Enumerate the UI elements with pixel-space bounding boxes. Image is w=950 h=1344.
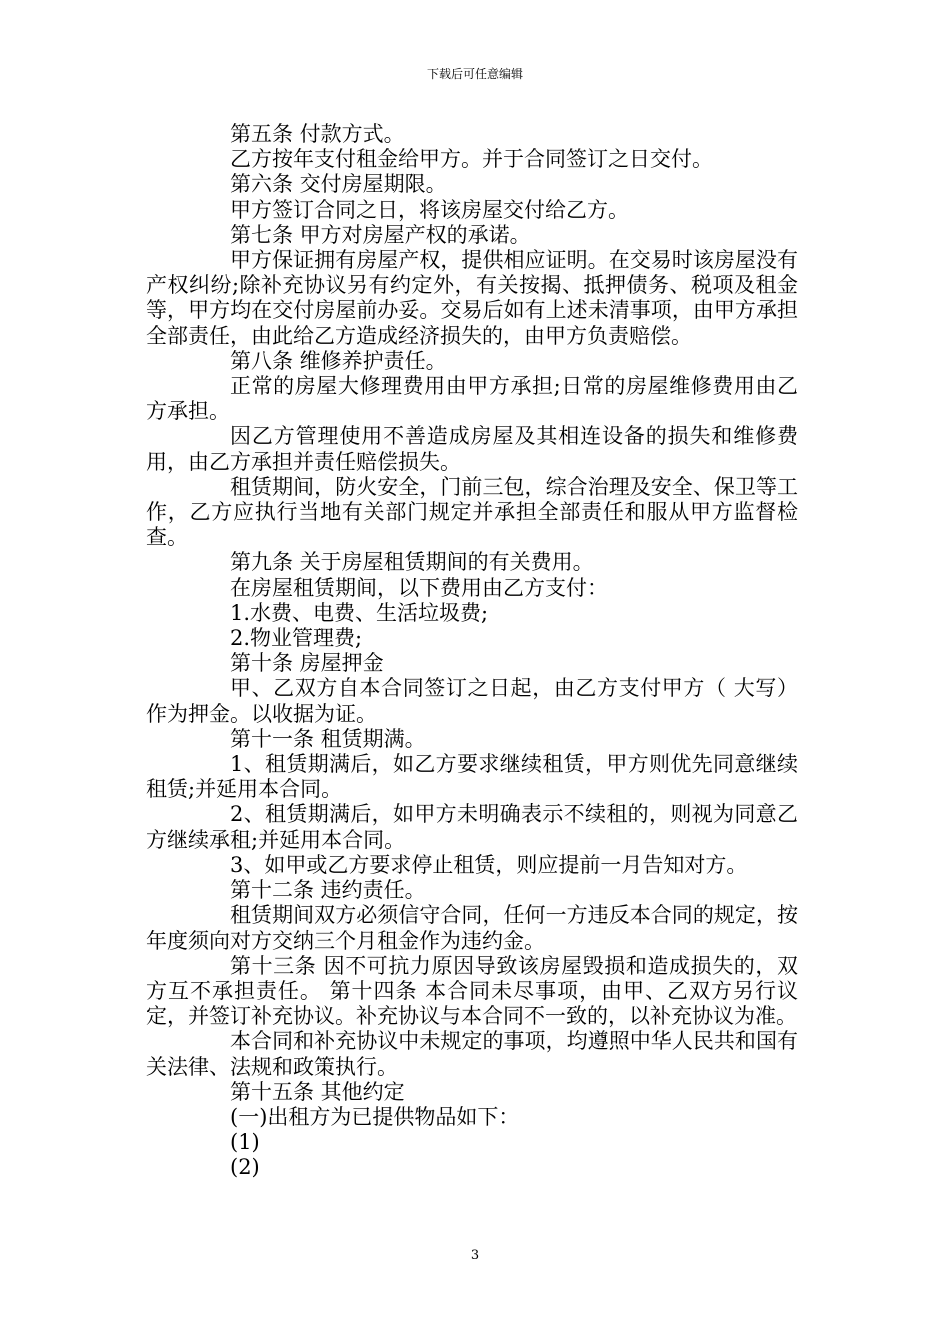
page-number: 3 xyxy=(470,1248,480,1263)
paragraph: 甲方签订合同之日，将该房屋交付给乙方。 xyxy=(230,197,629,222)
paragraph-article-12-title: 第十二条 违约责任。 xyxy=(230,878,426,903)
paragraph: 乙方按年支付租金给甲方。并于合同签订之日交付。 xyxy=(230,147,713,172)
paragraph: 第十三条 因不可抗力原因导致该房屋毁损和造成损失的，双方互不承担责任。 第十四条 本合同未尽事项，由甲、乙双方另行议定，并签订补充协议。补充协议与本合同不一致的，以补充协议为准。 xyxy=(146,953,798,1029)
document-body xyxy=(146,122,798,1181)
list-item: 3、如甲或乙方要求停止租赁，则应提前一月告知对方。 xyxy=(230,852,748,877)
paragraph: 因乙方管理使用不善造成房屋及其相连设备的损失和维修费用，由乙方承担并责任赔偿损失。 xyxy=(146,424,798,474)
paragraph: 本合同和补充协议中未规定的事项，均遵照中华人民共和国有关法律、法规和政策执行。 xyxy=(146,1029,798,1079)
paragraph-article-5-title: 第五条 付款方式。 xyxy=(230,122,405,146)
paragraph-article-9-title: 第九条 关于房屋租赁期间的有关费用。 xyxy=(230,550,594,575)
paragraph-article-8-title: 第八条 维修养护责任。 xyxy=(230,348,447,373)
list-item: 2.物业管理费; xyxy=(230,626,363,651)
paragraph: 租赁期间，防火安全，门前三包，综合治理及安全、保卫等工作，乙方应执行当地有关部门规定并承担全部责任和服从甲方监督检查。 xyxy=(146,474,798,550)
paragraph: 正常的房屋大修理费用由甲方承担;日常的房屋维修费用由乙方承担。 xyxy=(146,374,798,424)
paragraph: (一)出租方为已提供物品如下： xyxy=(230,1104,520,1129)
paragraph-article-15-title: 第十五条 其他约定 xyxy=(230,1079,405,1104)
page-header: 下载后可任意编辑 xyxy=(426,67,523,81)
list-item: 2、租赁期满后，如甲方未明确表示不续租的，则视为同意乙方继续承租;并延用本合同。 xyxy=(146,802,798,852)
list-item: (1) xyxy=(230,1130,260,1155)
list-item: 1.水费、电费、生活垃圾费; xyxy=(230,600,489,625)
paragraph: 甲方保证拥有房屋产权，提供相应证明。在交易时该房屋没有产权纠纷;除补充协议另有约定外，有关按揭、抵押债务、税项及租金等，甲方均在交付房屋前办妥。交易后如有上述未清事项，由甲方承担全部责任，由此给乙方造成经济损失的，由甲方负责赔偿。 xyxy=(146,248,798,348)
paragraph-article-6-title: 第六条 交付房屋期限。 xyxy=(230,172,447,197)
list-item: 1、租赁期满后，如乙方要求继续租赁，甲方则优先同意继续租赁;并延用本合同。 xyxy=(146,752,798,802)
paragraph: 在房屋租赁期间，以下费用由乙方支付： xyxy=(230,575,608,600)
paragraph: 租赁期间双方必须信守合同，任何一方违反本合同的规定，按年度须向对方交纳三个月租金作为违约金。 xyxy=(146,903,798,953)
paragraph-article-10-title: 第十条 房屋押金 xyxy=(230,651,384,676)
paragraph: 甲、乙双方自本合同签订之日起，由乙方支付甲方（ 大写）作为押金。以收据为证。 xyxy=(146,676,798,726)
list-item: (2) xyxy=(230,1155,260,1180)
paragraph-article-11-title: 第十一条 租赁期满。 xyxy=(230,726,426,751)
paragraph-article-7-title: 第七条 甲方对房屋产权的承诺。 xyxy=(230,222,531,247)
